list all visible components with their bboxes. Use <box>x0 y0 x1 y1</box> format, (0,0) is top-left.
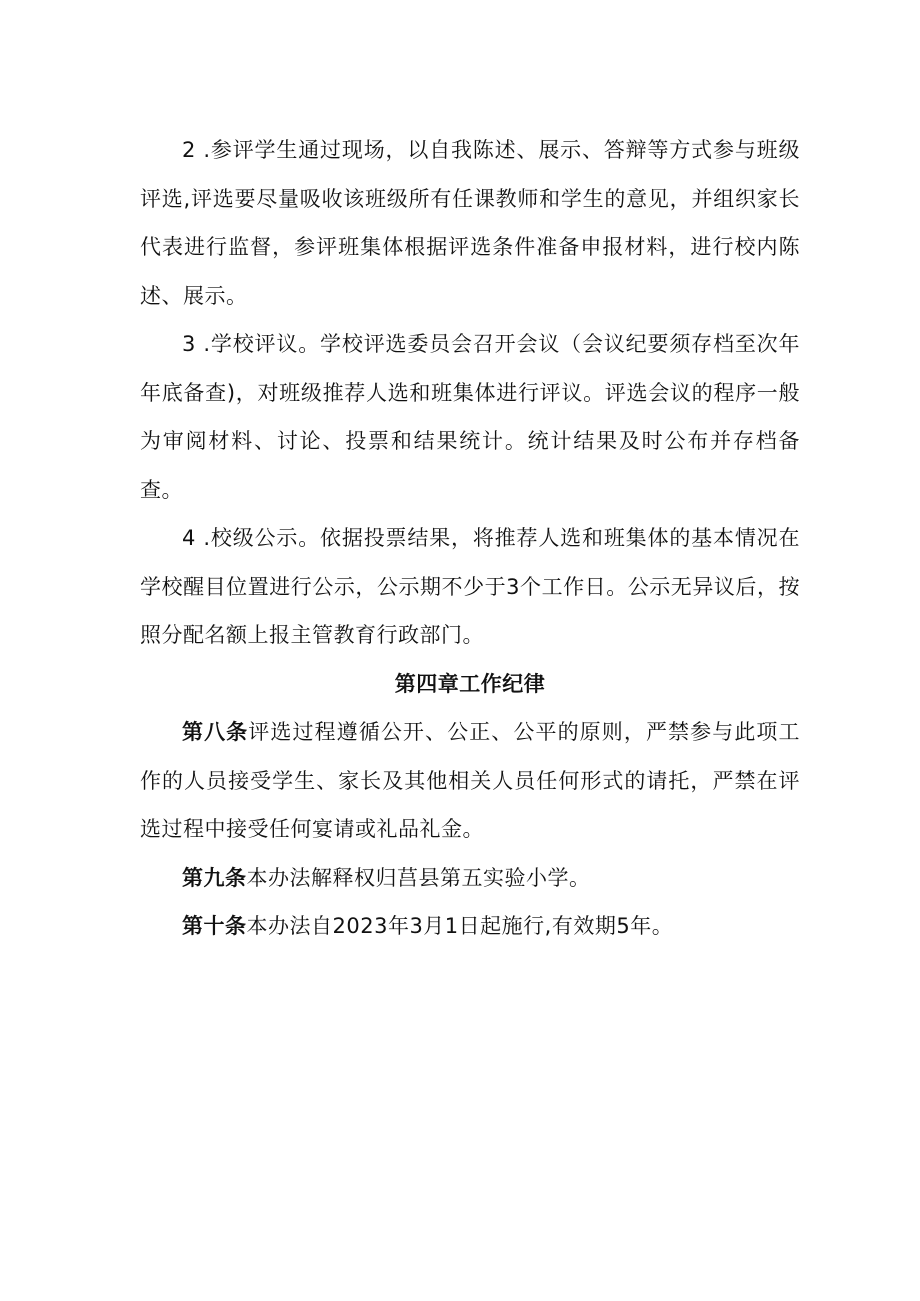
article-9-label: 第九条 <box>182 865 247 890</box>
article-10 <box>140 902 800 951</box>
document-body <box>140 126 800 951</box>
paragraph-item-4: 4 .校级公示。依据投票结果，将推荐人选和班集体的基本情况在学校醒目位置进行公示，公示期不少于3个工作日。公示无异议后，按照分配名额上报主管教育行政部门。 <box>140 526 800 647</box>
paragraph-item-3: 3 .学校评议。学校评选委员会召开会议（会议纪要须存档至次年年底备查)，对班级推荐人选和班集体进行评议。评选会议的程序一般为审阅材料、讨论、投票和结果统计。统计结果及时公布并存档备查。 <box>140 332 800 502</box>
article-9 <box>140 854 800 903</box>
article-10-label: 第十条 <box>182 914 247 938</box>
article-8-label: 第八条 <box>182 720 249 744</box>
article-8 <box>140 708 800 854</box>
chapter-heading: 第四章工作纪律 <box>394 671 546 696</box>
article-8-text: 评选过程遵循公开、公正、公平的原则，严禁参与此项工作的人员接受学生、家长及其他相关人员任何形式的请托，严禁在评选过程中接受任何宴请或礼品礼金。 <box>140 720 801 841</box>
article-10-text: 本办法自2023年3月1日起施行,有效期5年。 <box>246 914 674 938</box>
article-9-text: 本办法解释权归莒县第五实验小学。 <box>246 865 591 890</box>
paragraph-item-2: 2 .参评学生通过现场，以自我陈述、展示、答辩等方式参与班级评选,评选要尽量吸收该班级所有任课教师和学生的意见，并组织家长代表进行监督，参评班集体根据评选条件准备申报材料，进行校内陈述、展示。 <box>140 138 800 308</box>
